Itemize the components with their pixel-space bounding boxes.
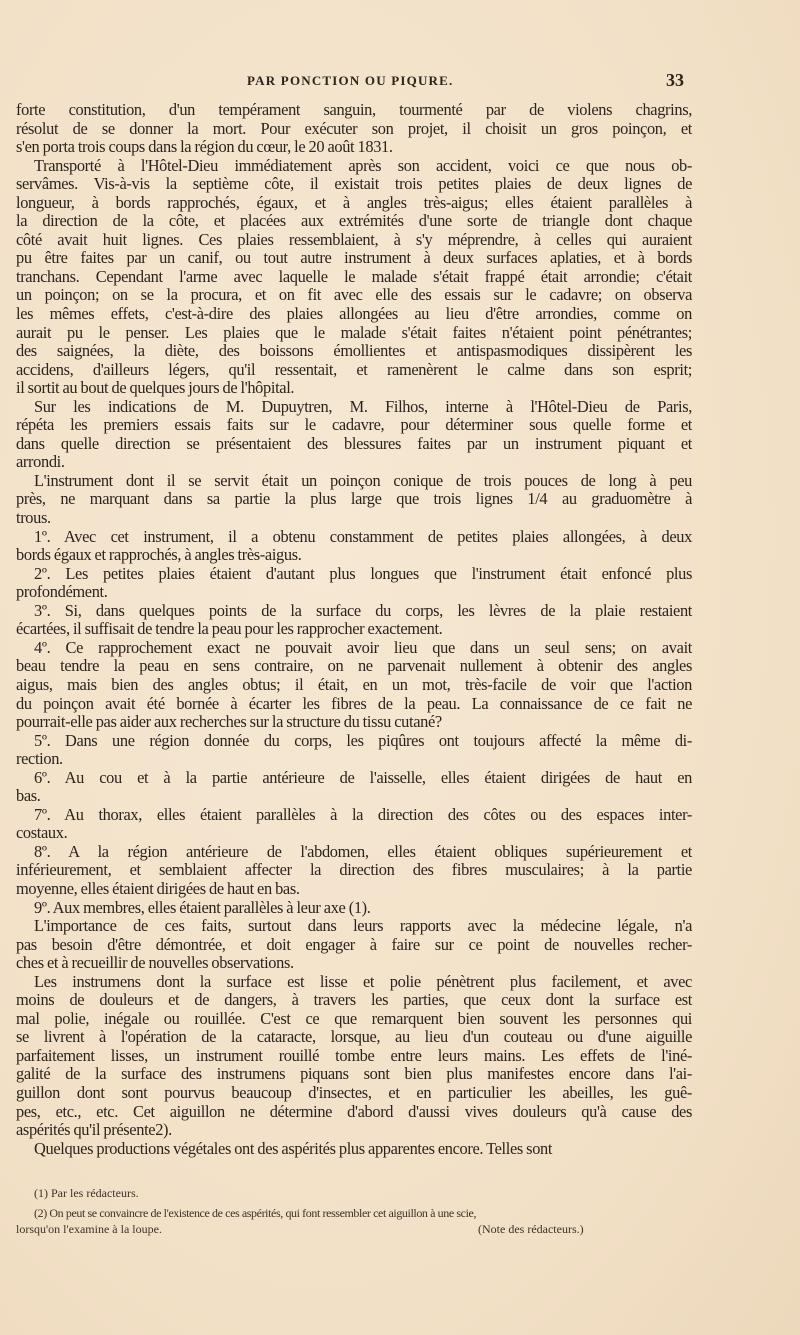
text-line: rection. bbox=[16, 749, 63, 769]
text-line: il sortit au bout de quelques jours de l'hôpital. bbox=[16, 378, 295, 398]
text-line: côté avait huit lignes. Ces plaies ressemblaient, à s'y méprendre, à celles qui auraient bbox=[16, 229, 692, 249]
text-line: écartées, il suffisait de tendre la peau pour les rapprocher exactement. bbox=[16, 619, 443, 639]
text-line: aurait pu le penser. Les plaies que le malade s'était faites n'étaient point pénétrantes; bbox=[16, 322, 692, 342]
text-line: aigus, mais bien des angles obtus; il était, en un mot, très-facile de voir que l'action bbox=[16, 674, 692, 694]
text-line: 4º. Ce rapprochement exact ne pouvait avoir lieu que dans un seul sens; on avait bbox=[34, 637, 692, 657]
text-line: costaux. bbox=[16, 823, 68, 843]
text-line: 7º. Au thorax, elles étaient parallèles à la direction des côtes ou des espaces inter- bbox=[34, 804, 692, 824]
body-text bbox=[16, 101, 692, 1158]
text-line: mal polie, inégale ou rouillée. C'est ce que remarquent bien souvent les personnes qui bbox=[16, 1008, 692, 1028]
text-line: des saignées, la diète, des boissons émollientes et antispasmodiques dissipèrent les bbox=[16, 341, 692, 361]
text-line: pu être faites par un canif, ou tout autre instrument à deux surfaces aplaties, et à bords bbox=[16, 248, 692, 268]
text-line: 5º. Dans une région donnée du corps, les piqûres ont toujours affecté la même di- bbox=[34, 730, 692, 750]
text-line: ches et à recueillir de nouvelles observations. bbox=[16, 953, 294, 973]
text-line: 9º. Aux membres, elles étaient parallèles à leur axe (1). bbox=[34, 897, 371, 917]
footnote-2-continuation: lorsqu'on l'examine à la loupe. bbox=[16, 1222, 162, 1236]
text-line: Quelques productions végétales ont des aspérités plus apparentes encore. Telles sont bbox=[34, 1138, 553, 1158]
running-title: PAR PONCTION OU PIQURE. bbox=[247, 73, 454, 88]
text-line: inférieurement, et semblaient affecter la direction des fibres musculaires; à la partie bbox=[16, 860, 692, 880]
text-line: Transporté à l'Hôtel-Dieu immédiatement après son accident, voici ce que nous ob- bbox=[34, 155, 692, 175]
text-line: profondément. bbox=[16, 582, 108, 602]
text-line: arrondi. bbox=[16, 452, 65, 472]
text-line: bords égaux et rapprochés, à angles très-aigus. bbox=[16, 545, 302, 565]
text-line: parfaitement lisses, un instrument rouillé tombe entre leurs mains. Les effets de l'iné- bbox=[16, 1045, 692, 1065]
text-line: L'importance de ces faits, surtout dans leurs rapports avec la médecine légale, n'a bbox=[34, 916, 692, 936]
text-line: se livrent à l'opération de la cataracte, lorsque, au lieu d'un couteau ou d'une aiguille bbox=[16, 1027, 692, 1047]
text-line: moins de douleurs et de dangers, à travers les parties, que ceux dont la surface est bbox=[16, 990, 692, 1010]
text-line: 6º. Au cou et à la partie antérieure de l'aisselle, elles étaient dirigées de haut en bbox=[34, 767, 692, 787]
text-line: un poinçon; on se la procura, et on fit avec elle des essais sur le cadavre; on observa bbox=[16, 285, 692, 305]
text-line: résolut de se donner la mort. Pour exécuter son projet, il choisit un gros poinçon, et bbox=[16, 118, 692, 138]
text-line: aspérités qu'il présente2). bbox=[16, 1120, 172, 1140]
text-line: Les instrumens dont la surface est lisse et polie pénètrent plus facilement, et avec bbox=[34, 971, 692, 991]
text-line: 3º. Si, dans quelques points de la surface du corps, les lèvres de la plaie restaient bbox=[34, 600, 692, 620]
text-line: 8º. A la région antérieure de l'abdomen, elles étaient obliques supérieurement et bbox=[34, 841, 692, 861]
text-line: servâmes. Vis-à-vis la septième côte, il existait trois petites plaies de deux lignes de bbox=[16, 174, 692, 194]
text-line: L'instrument dont il se servit était un poinçon conique de trois pouces de long à peu bbox=[34, 470, 692, 490]
text-line: forte constitution, d'un tempérament sanguin, tourmenté par de violens chagrins, bbox=[16, 100, 692, 119]
text-line: pas besoin d'être démontrée, et doit engager à faire sur ce point de nouvelles recher- bbox=[16, 934, 692, 954]
footnote-1: (1) Par les rédacteurs. bbox=[34, 1186, 139, 1200]
page-number: 33 bbox=[666, 70, 684, 90]
text-line: pourrait-elle pas aider aux recherches sur la structure du tissu cutané? bbox=[16, 712, 442, 732]
footnote-2-attribution: (Note des rédacteurs.) bbox=[478, 1222, 584, 1236]
text-line: beau tendre la peau en sens contraire, on ne parvenait nullement à obtenir des angles bbox=[16, 656, 692, 676]
text-line: pes, etc., etc. Cet aiguillon ne détermine d'abord d'aussi vives douleurs qu'à cause des bbox=[16, 1101, 692, 1121]
text-line: longueur, à bords rapprochés, égaux, et à angles très-aigus; elles étaient parallèles à bbox=[16, 192, 692, 212]
text-line: Sur les indications de M. Dupuytren, M. Filhos, interne à l'Hôtel-Dieu de Paris, bbox=[34, 396, 692, 416]
text-line: galité de la surface des instrumens piquans sont bien plus manifestes encore dans l'ai- bbox=[16, 1064, 692, 1084]
text-line: guillon dont sont pourvus beaucoup d'insectes, et en particulier les abeilles, les guê- bbox=[16, 1082, 692, 1102]
footnote-2: (2) On peut se convaincre de l'existence de ces aspérités, qui font ressembler cet aiguillon à une scie, bbox=[34, 1206, 477, 1220]
text-line: moyenne, elles étaient dirigées de haut en bas. bbox=[16, 878, 300, 898]
text-line: trous. bbox=[16, 508, 51, 528]
text-line: répéta les premiers essais faits sur le cadavre, pour déterminer sous quelle forme et bbox=[16, 415, 692, 435]
text-line: s'en porta trois coups dans la région du cœur, le 20 août 1831. bbox=[16, 137, 393, 157]
text-line: du poinçon avait été bornée à écarter les fibres de la peau. La connaissance de ce fait ne bbox=[16, 693, 692, 713]
text-line: tranchans. Cependant l'arme avec laquelle le malade s'était frappé était arrondie; c'était bbox=[16, 266, 692, 286]
text-line: bas. bbox=[16, 786, 41, 806]
running-header bbox=[0, 70, 800, 93]
text-line: près, ne marquant dans sa partie la plus large que trois lignes 1/4 au graduomètre à bbox=[16, 489, 692, 509]
text-line: la direction de la côte, et placées aux extrémités d'une sorte de triangle dont chaque bbox=[16, 211, 692, 231]
text-line: dans quelle direction se présentaient des blessures faites par un instrument piquant et bbox=[16, 433, 692, 453]
text-line: accidens, d'ailleurs légers, qu'il ressentait, et ramenèrent le calme dans son esprit; bbox=[16, 359, 692, 379]
text-line: 2º. Les petites plaies étaient d'autant plus longues que l'instrument était enfoncé plus bbox=[34, 563, 692, 583]
text-line: les mêmes effets, c'est-à-dire des plaies allongées au lieu d'être arrondies, comme on bbox=[16, 304, 692, 324]
text-line: 1º. Avec cet instrument, il a obtenu constamment de petites plaies allongées, à deux bbox=[34, 526, 692, 546]
